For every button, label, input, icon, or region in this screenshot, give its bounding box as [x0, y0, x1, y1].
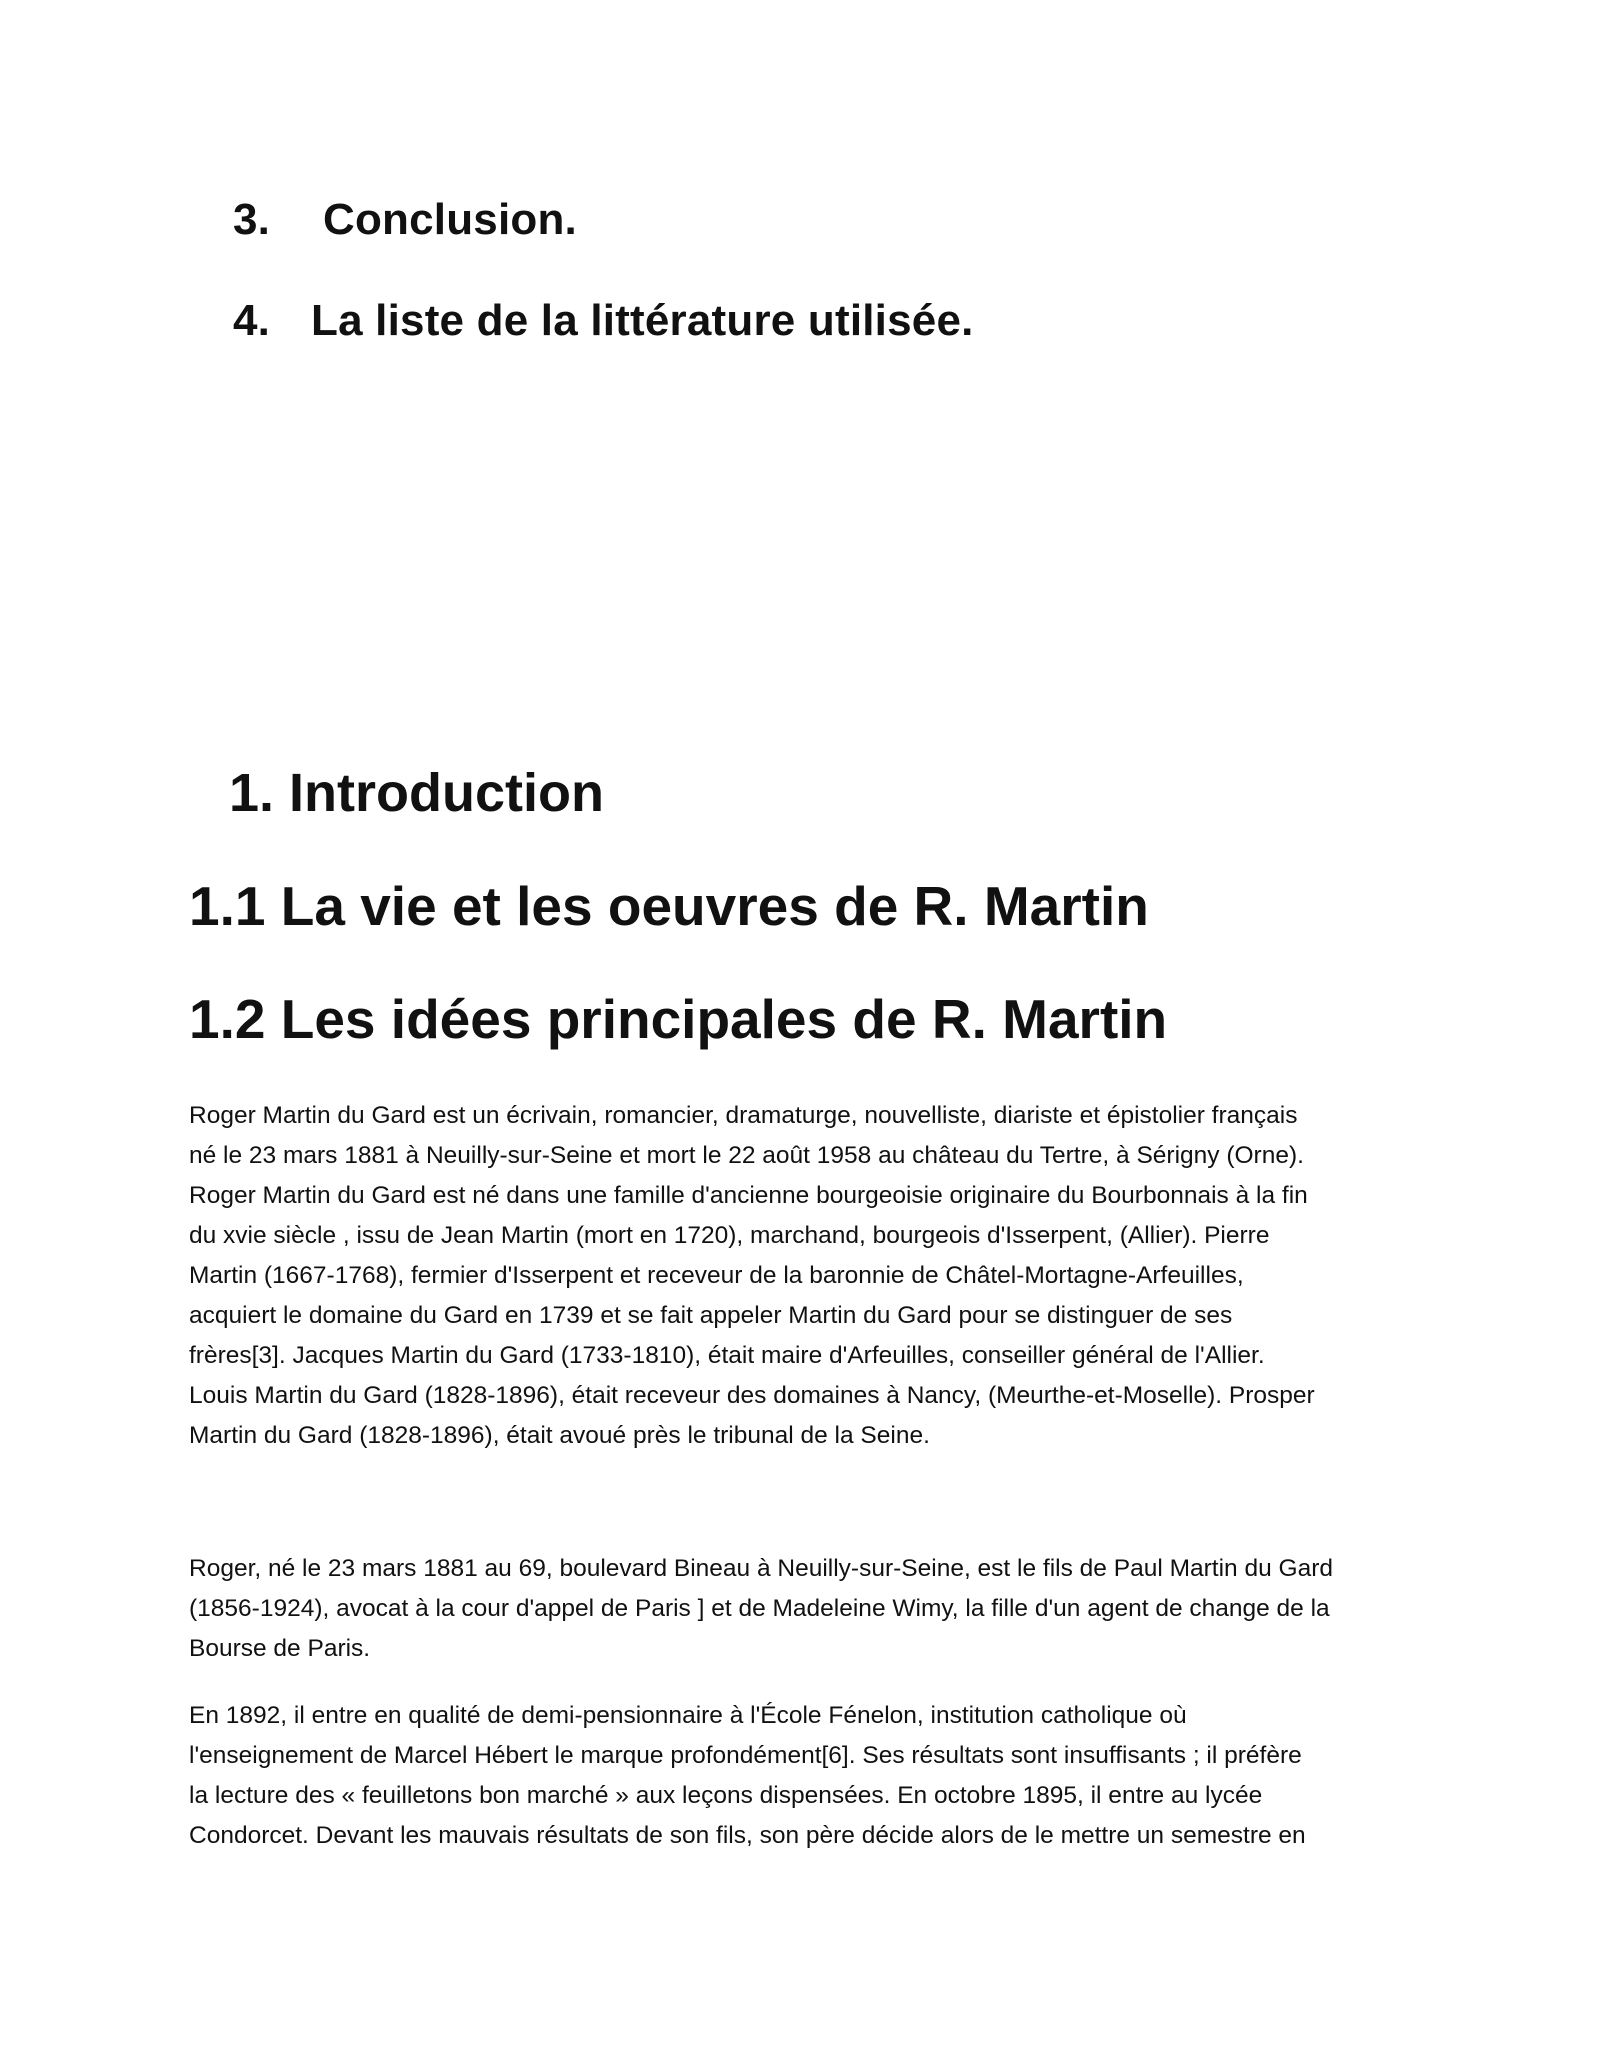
toc-item-conclusion — [233, 193, 577, 247]
heading-section-1-1: 1.1 La vie et les oeuvres de R. Martin — [189, 875, 1149, 937]
toc-item-text: La liste de la littérature utilisée. — [311, 296, 974, 345]
heading-introduction: 1. Introduction — [229, 763, 604, 823]
toc-item-number: 4. — [233, 296, 271, 345]
heading-section-1-2: 1.2 Les idées principales de R. Martin — [189, 988, 1168, 1050]
body-paragraph-family: Roger Martin du Gard est un écrivain, romancier, dramaturge, nouvelliste, diariste et épistolier français né le 23 mars 1881 à Neuilly-sur-Seine et mort le 22 août 1958 au château du Tertre, à Sérigny (Orne). Roger Martin du Gard est né dans une famille d'ancienne bourgeoisie originaire du Bourbonnais à la fin du xvie siècle , issu de Jean Martin (mort en 1720), marchand, bourgeois d'Isserpent, (Allier). Pierre Martin (1667-1768), fermier d'Isserpent et receveur de la baronnie de Châtel-Mortagne-Arfeuilles, acquiert le domaine du Gard en 1739 et se fait appeler Martin du Gard pour se distinguer de ses frères[3]. Jacques Martin du Gard (1733-1810), était maire d'Arfeuilles, conseiller général de l'Allier. Louis Martin du Gard (1828-1896), était receveur des domaines à Nancy, (Meurthe-et-Moselle). Prosper Martin du Gard (1828-1896), était avoué près le tribunal de la Seine. — [189, 1102, 1315, 1449]
body-paragraph-birth: Roger, né le 23 mars 1881 au 69, boulevard Bineau à Neuilly-sur-Seine, est le fils de Paul Martin du Gard (1856-1924), avocat à la cour d'appel de Paris ] et de Madeleine Wimy, la fille d'un agent de change de la Bourse de Paris. — [189, 1555, 1333, 1662]
toc-item-text: Conclusion. — [323, 195, 577, 244]
toc-item-number: 3. — [233, 195, 271, 244]
body-paragraph-education: En 1892, il entre en qualité de demi-pensionnaire à l'École Fénelon, institution catholique où l'enseignement de Marcel Hébert le marque profondément[6]. Ses résultats sont insuffisants ; il préfère la lecture des « feuilletons bon marché » aux leçons dispensées. En octobre 1895, il entre au lycée Condorcet. Devant les mauvais résultats de son fils, son père décide alors de le mettre un semestre en — [189, 1702, 1306, 1849]
toc-item-literature-list — [233, 294, 974, 348]
